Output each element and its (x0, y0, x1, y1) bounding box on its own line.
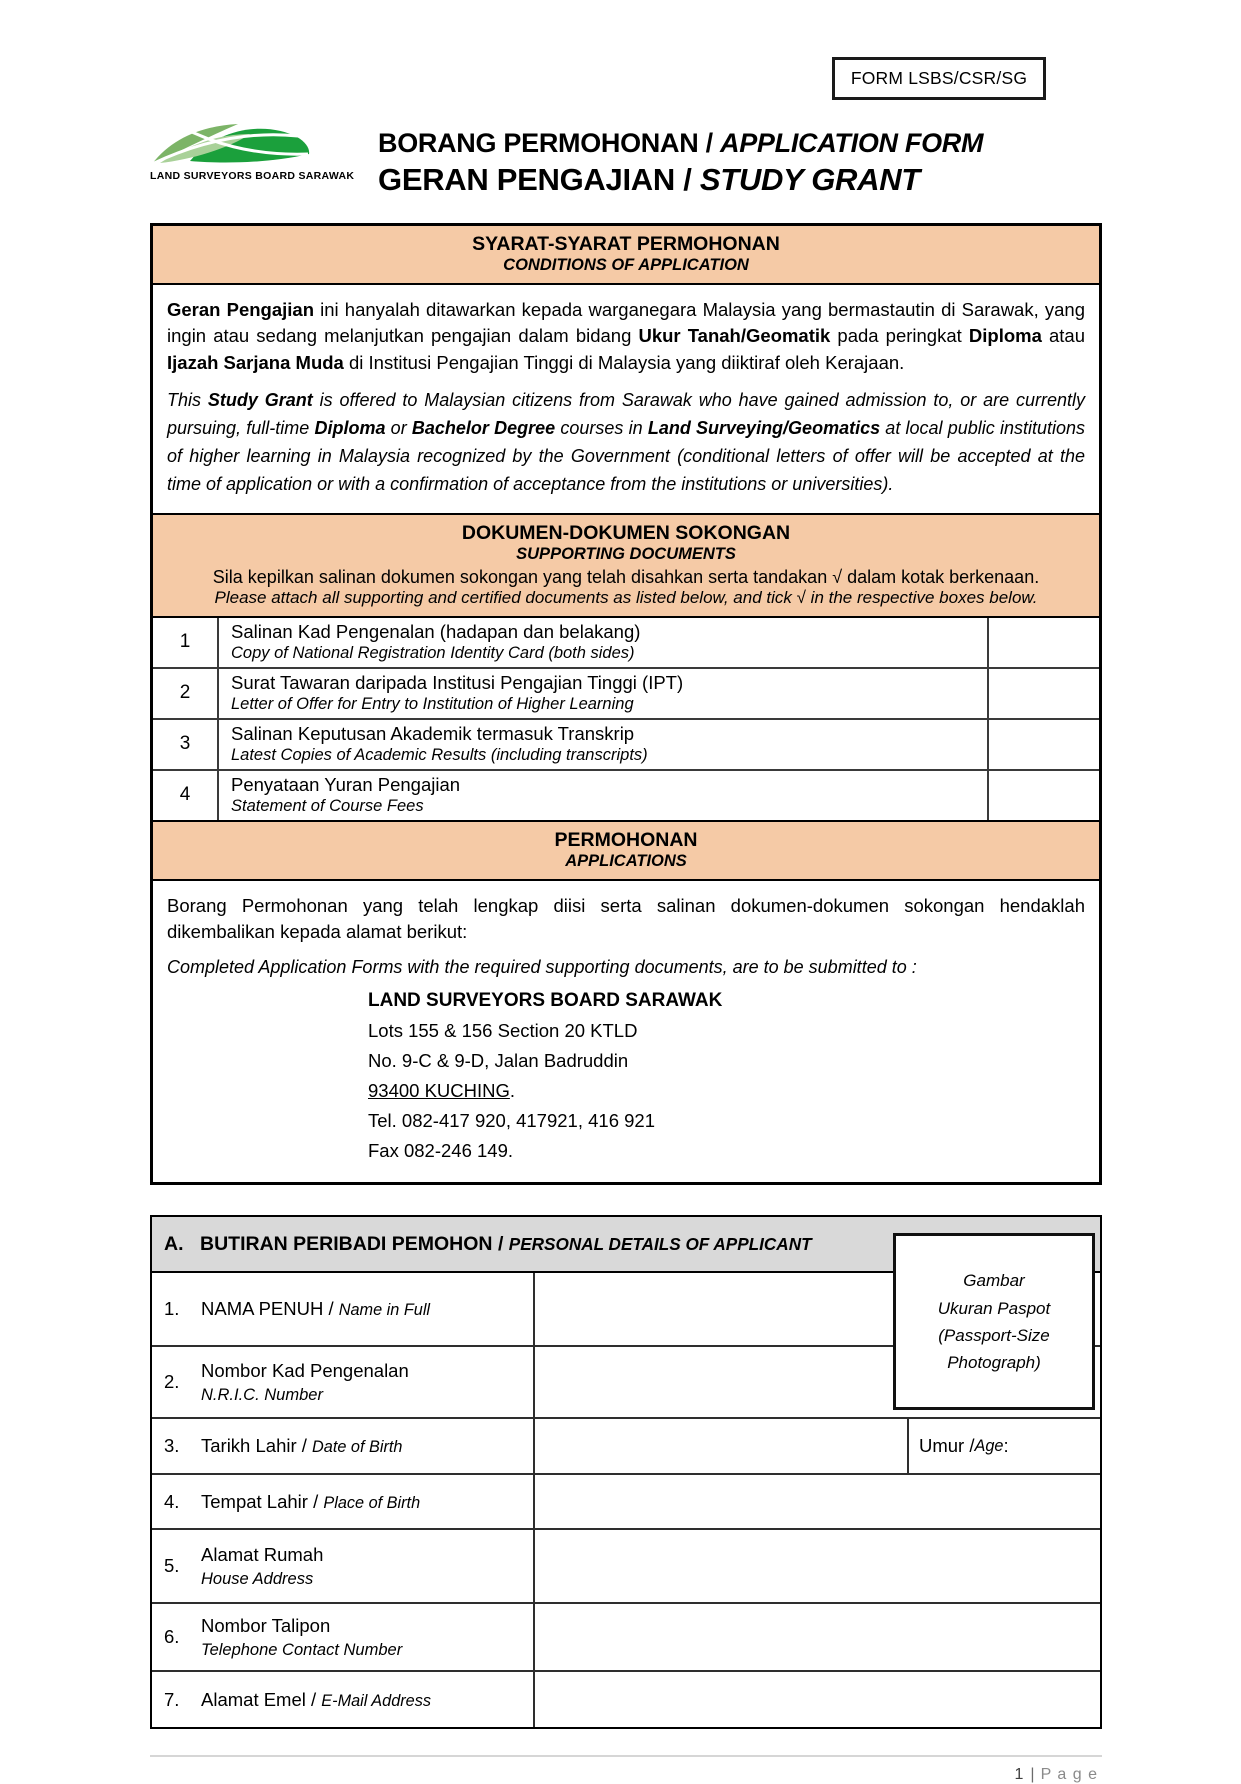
conditions-heading-en: CONDITIONS OF APPLICATION (503, 256, 749, 274)
dob-value-cells (535, 1419, 1100, 1473)
conditions-section-header (153, 226, 1099, 285)
field-label: Tarikh Lahir / Date of Birth (201, 1435, 403, 1457)
footer-page-number: 1 (1014, 1766, 1025, 1784)
field-row-pob (152, 1473, 1100, 1528)
field-number: 5. (164, 1555, 180, 1577)
field-label: Tempat Lahir / Place of Birth (201, 1490, 421, 1512)
dob-input-cell[interactable] (535, 1419, 907, 1473)
doc-tick-box-4[interactable] (987, 771, 1099, 820)
address-line-1: Lots 155 & 156 Section 20 KTLD (368, 1020, 638, 1042)
address-org-name: LAND SURVEYORS BOARD SARAWAK (368, 989, 723, 1011)
field-label (201, 1360, 409, 1405)
passport-photo-placeholder[interactable] (893, 1233, 1095, 1410)
address-city-line (368, 1076, 1085, 1106)
field-row-house-address (152, 1528, 1100, 1602)
field-label-cell (152, 1273, 535, 1345)
field-row-email (152, 1670, 1100, 1727)
doc-tick-box-2[interactable] (987, 669, 1099, 718)
field-number: 4. (164, 1490, 180, 1512)
conditions-heading-ms: SYARAT-SYARAT PERMOHONAN (472, 233, 780, 255)
submission-paragraph-en: Completed Application Forms with the required supporting documents, are to be submitted to : (167, 956, 917, 977)
field-label-cell (152, 1604, 535, 1670)
field-label-ms: Alamat Rumah (201, 1543, 324, 1565)
doc-tick-box-1[interactable] (987, 618, 1099, 667)
doc-description (219, 618, 987, 667)
field-label-cell (152, 1347, 535, 1417)
field-label (201, 1615, 402, 1660)
org-logo (150, 118, 355, 182)
field-label-cell (152, 1475, 535, 1528)
field-label: NAMA PENUH / Name in Full (201, 1298, 431, 1320)
header-row (150, 118, 1102, 198)
doc-number: 3 (153, 720, 219, 769)
doc-row-4 (153, 769, 1099, 820)
page-title-line1: BORANG PERMOHONAN / APPLICATION FORM (378, 128, 984, 158)
footer-page-word: P a g e (1040, 1766, 1098, 1784)
section-a-personal-details (150, 1215, 1102, 1729)
form-code-label: FORM LSBS/CSR/SG (850, 68, 1028, 88)
page-title-line2: GERAN PENGAJIAN / STUDY GRANT (378, 162, 920, 197)
photo-box-line4: Photograph) (947, 1353, 1041, 1373)
form-code-box (832, 57, 1046, 100)
docs-heading-en: SUPPORTING DOCUMENTS (516, 544, 736, 563)
submission-heading-ms: PERMOHONAN (554, 828, 698, 851)
field-label-ms: Nombor Kad Pengenalan (201, 1359, 409, 1381)
field-number: 6. (164, 1626, 180, 1648)
doc-desc-en: Copy of National Registration Identity Card (both sides) (231, 643, 635, 662)
photo-box-line1: Gambar (963, 1271, 1025, 1291)
section-a-letter: A. (164, 1232, 184, 1255)
age-input-cell[interactable]: Umur / Age : (907, 1419, 1100, 1473)
doc-number: 4 (153, 771, 219, 820)
field-label (201, 1544, 323, 1589)
doc-row-2 (153, 667, 1099, 718)
doc-desc-en: Statement of Course Fees (231, 796, 424, 815)
doc-number: 2 (153, 669, 219, 718)
address-city: 93400 KUCHING (368, 1080, 510, 1102)
conditions-paragraph-ms: Geran Pengajian ini hanyalah ditawarkan kepada warganegara Malaysia yang bermastautin di Sarawak, yang ingin atau sedang melanjutkan pengajian dalam bidang Ukur Tanah/Geomatik pada peringkat Diploma atau Ijazah Sarjana Muda di Institusi Pengajian Tinggi di Malaysia yang diiktiraf oleh Kerajaan. (167, 299, 1085, 373)
docs-heading-ms: DOKUMEN-DOKUMEN SOKONGAN (461, 521, 791, 544)
doc-desc-ms: Surat Tawaran daripada Institusi Pengajian Tinggi (IPT) (231, 671, 684, 693)
doc-row-1 (153, 618, 1099, 667)
address-line-2: No. 9-C & 9-D, Jalan Badruddin (368, 1050, 629, 1072)
field-row-dob (152, 1417, 1100, 1473)
field-label-en: Telephone Contact Number (201, 1640, 403, 1659)
field-label-en: N.R.I.C. Number (201, 1385, 323, 1404)
doc-desc-ms: Penyataan Yuran Pengajian (231, 773, 461, 795)
supporting-docs-section-header (153, 513, 1099, 618)
field-row-telephone (152, 1602, 1100, 1670)
email-input-cell[interactable] (535, 1672, 1100, 1727)
field-number: 1. (164, 1298, 180, 1320)
docs-note-en: Please attach all supporting and certified documents as listed below, and tick √ in the respective boxes below. (214, 587, 1038, 607)
field-label-ms: Nombor Talipon (201, 1614, 331, 1636)
doc-description (219, 669, 987, 718)
doc-desc-en: Latest Copies of Academic Results (including transcripts) (231, 745, 648, 764)
photo-box-line3: (Passport-Size (938, 1325, 1050, 1345)
page-content (150, 0, 1102, 1784)
address-block (368, 986, 1085, 1167)
docs-note-ms: Sila kepilkan salinan dokumen sokongan yang telah disahkan serta tandakan √ dalam kotak berkenaan. (212, 566, 1040, 587)
doc-row-3 (153, 718, 1099, 769)
footer-divider: | (1030, 1766, 1035, 1784)
field-number: 2. (164, 1371, 180, 1393)
address-city-period: . (509, 1080, 516, 1102)
doc-number: 1 (153, 618, 219, 667)
doc-desc-en: Letter of Offer for Entry to Institution of Higher Learning (231, 694, 634, 713)
conditions-body (153, 285, 1099, 513)
submission-body (153, 881, 1099, 1182)
field-label-cell (152, 1530, 535, 1602)
telephone-input-cell[interactable] (535, 1604, 1100, 1670)
submission-paragraph-ms: Borang Permohonan yang telah lengkap diisi serta salinan dokumen-dokumen sokongan hendaklah dikembalikan kepada alamat berikut: (167, 894, 1085, 943)
pob-input-cell[interactable] (535, 1475, 1100, 1528)
doc-description (219, 720, 987, 769)
section-a-title: BUTIRAN PERIBADI PEMOHON / PERSONAL DETAILS OF APPLICANT (200, 1232, 812, 1255)
main-sections-box (150, 223, 1102, 1185)
field-number: 7. (164, 1688, 180, 1710)
submission-heading-en: APPLICATIONS (565, 851, 687, 870)
doc-tick-box-3[interactable] (987, 720, 1099, 769)
house-address-input-cell[interactable] (535, 1530, 1100, 1602)
document-title-block (378, 118, 983, 198)
doc-desc-ms: Salinan Kad Pengenalan (hadapan dan belakang) (231, 620, 641, 642)
field-label-cell (152, 1672, 535, 1727)
doc-desc-ms: Salinan Keputusan Akademik termasuk Transkrip (231, 722, 635, 744)
address-tel: Tel. 082-417 920, 417921, 416 921 (368, 1110, 655, 1132)
logo-caption: LAND SURVEYORS BOARD SARAWAK (150, 170, 355, 182)
page-footer (150, 1755, 1102, 1784)
field-label-cell (152, 1419, 535, 1473)
conditions-paragraph-en: This Study Grant is offered to Malaysian citizens from Sarawak who have gained admission to, or are currently pursuing, full-time Diploma or Bachelor Degree courses in Land Surveying/Geomatics at local public institutions of higher learning in Malaysia recognized by the Government (conditional letters of offer will be accepted at the time of application or with a confirmation of acceptance from the institutions or universities). (167, 390, 1086, 495)
doc-description (219, 771, 987, 820)
logo-leaf-icon (150, 118, 313, 168)
address-fax: Fax 082-246 149. (368, 1140, 514, 1162)
field-label-en: House Address (201, 1569, 314, 1588)
field-label: Alamat Emel / E-Mail Address (201, 1688, 431, 1710)
submission-section-header (153, 820, 1099, 881)
field-number: 3. (164, 1435, 180, 1457)
photo-box-line2: Ukuran Paspot (937, 1298, 1051, 1318)
